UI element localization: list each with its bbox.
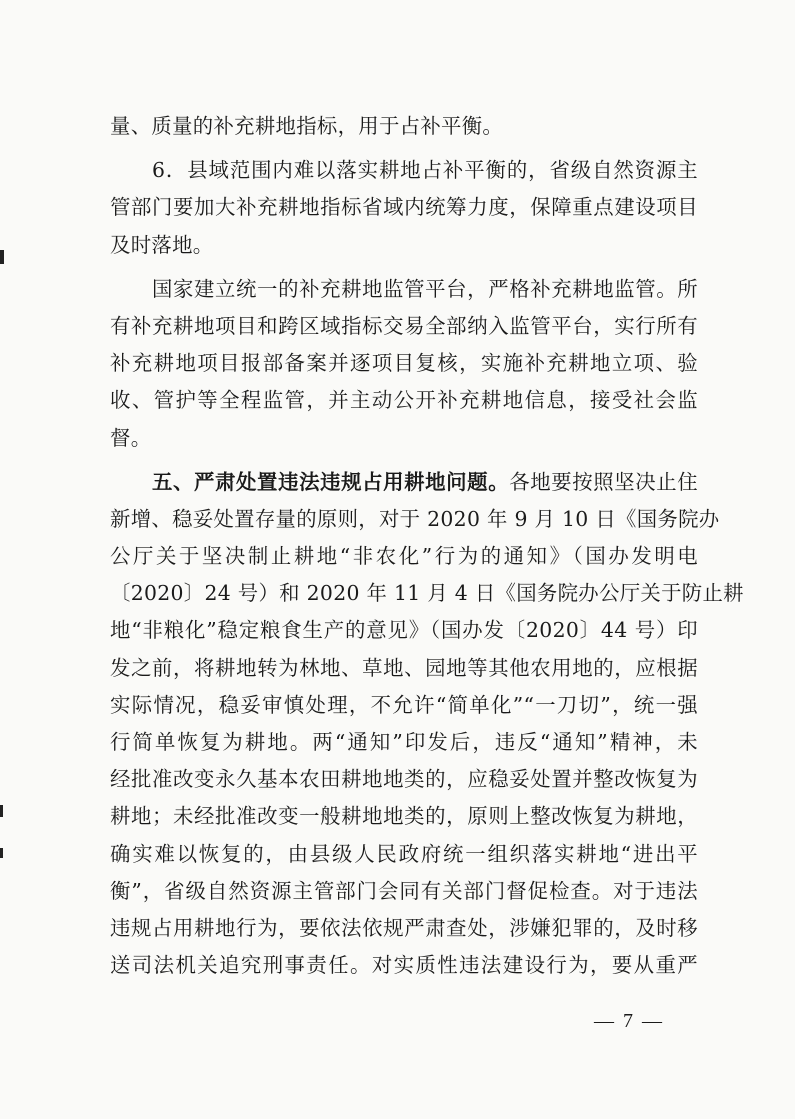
section-heading: 五、严肃处置违法违规占用耕地问题。 — [152, 469, 510, 494]
text-line: 确实难以恢复的，由县级人民政府统一组织落实耕地“进出平 — [110, 841, 698, 866]
text-line: 量、质量的补充耕地指标，用于占补平衡。 — [110, 114, 504, 138]
section-first-line-rest: 各地要按照坚决止住 — [509, 469, 698, 494]
text-line: 管部门要加大补充耕地指标省域内统筹力度，保障重点建设项目 — [110, 195, 698, 220]
text-line: 实际情况，稳妥审慎处理，不允许“简单化”“一刀切”，统一强 — [110, 692, 698, 717]
text-line: 收、管护等全程监管，并主动公开补充耕地信息，接受社会监 — [110, 388, 698, 413]
text-line: 有补充耕地项目和跨区域指标交易全部纳入监管平台，实行所有 — [110, 313, 698, 338]
text-line: 地“非粮化”稳定粮食生产的意见》（国办发〔2020〕44 号）印 — [110, 618, 698, 643]
text-line: 新增、稳妥处置存量的原则，对于 2020 年 9 月 10 日《国务院办 — [110, 506, 720, 531]
scan-edge-mark — [0, 848, 3, 858]
text-line: 耕地；未经批准改变一般耕地地类的，原则上整改恢复为耕地， — [110, 804, 698, 829]
page-number: — 7 — — [594, 1010, 664, 1032]
text-line: 经批准改变永久基本农田耕地地类的，应稳妥处置并整改恢复为 — [110, 767, 698, 792]
text-line: 6．县域范围内难以落实耕地占补平衡的，省级自然资源主 — [152, 158, 698, 183]
text-line: 送司法机关追究刑事责任。对实质性违法建设行为，要从重严 — [110, 953, 698, 978]
text-line: 〔2020〕24 号）和 2020 年 11 月 4 日《国务院办公厅关于防止耕 — [110, 581, 744, 606]
text-line: 发之前，将耕地转为林地、草地、园地等其他农用地的，应根据 — [110, 655, 698, 680]
text-line: 衡”，省级自然资源主管部门会同有关部门督促检查。对于违法 — [110, 878, 698, 903]
body-text — [110, 108, 744, 984]
text-line: 国家建立统一的补充耕地监管平台，严格补充耕地监管。所 — [152, 276, 698, 301]
scan-edge-mark — [0, 250, 4, 264]
text-line: 督。 — [110, 425, 152, 450]
text-line: 及时落地。 — [110, 232, 214, 257]
section-first-line — [110, 464, 698, 501]
scan-edge-mark — [0, 805, 3, 817]
text-line: 违规占用耕地行为，要依法依规严肃查处，涉嫌犯罪的，及时移 — [110, 915, 698, 940]
text-line: 补充耕地项目报部备案并逐项目复核，实施补充耕地立项、验 — [110, 351, 698, 376]
text-line: 行简单恢复为耕地。两“通知”印发后，违反“通知”精神，未 — [110, 730, 698, 754]
text-line: 公厅关于坚决制止耕地“非农化”行为的通知》（国办发明电 — [110, 544, 698, 569]
